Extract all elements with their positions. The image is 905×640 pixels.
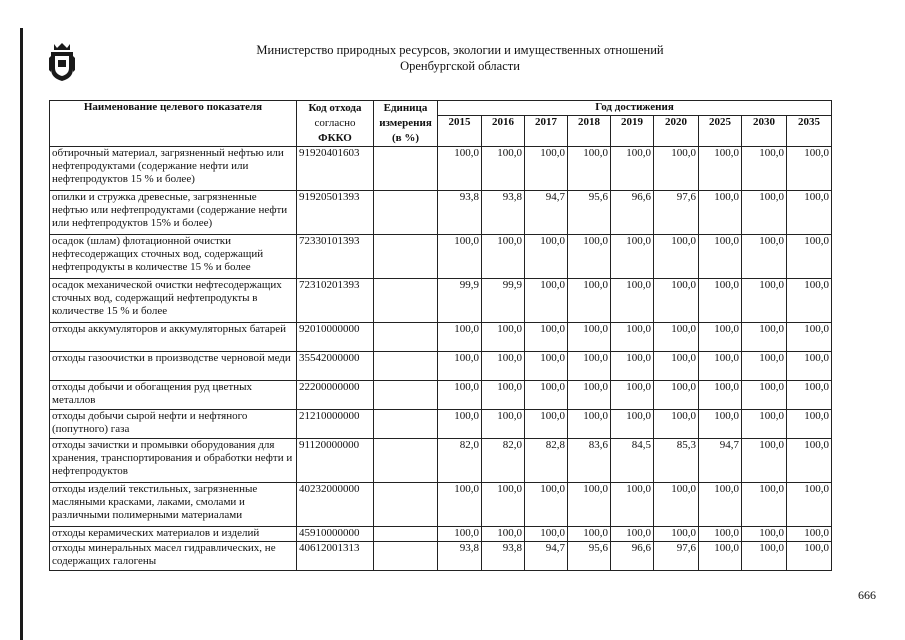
cell-year-value: 100,0: [787, 323, 832, 352]
cell-year-value: 94,7: [699, 439, 742, 483]
cell-year-value: 100,0: [787, 235, 832, 279]
cell-fkko-code: 40612001313: [297, 542, 374, 571]
cell-year-value: 83,6: [568, 439, 611, 483]
cell-year-value: 100,0: [699, 235, 742, 279]
cell-year-value: 100,0: [742, 527, 787, 542]
cell-year-value: 100,0: [742, 352, 787, 381]
cell-year-value: 100,0: [742, 381, 787, 410]
cell-year-value: 100,0: [568, 352, 611, 381]
cell-year-value: 100,0: [438, 323, 482, 352]
cell-year-value: 100,0: [654, 352, 699, 381]
cell-year-value: 100,0: [568, 147, 611, 191]
cell-year-value: 99,9: [482, 279, 525, 323]
cell-year-value: 93,8: [438, 191, 482, 235]
cell-year-value: 96,6: [611, 542, 654, 571]
cell-year-value: 100,0: [787, 483, 832, 527]
cell-year-value: 100,0: [787, 147, 832, 191]
cell-year-value: 95,6: [568, 542, 611, 571]
cell-year-value: 100,0: [482, 235, 525, 279]
cell-year-value: 100,0: [654, 410, 699, 439]
cell-year-value: 100,0: [742, 191, 787, 235]
cell-year-value: 100,0: [654, 381, 699, 410]
cell-year-value: 97,6: [654, 542, 699, 571]
cell-year-value: 100,0: [482, 352, 525, 381]
page-binding-edge: [20, 28, 23, 640]
cell-unit: [374, 352, 438, 381]
cell-year-value: 100,0: [482, 147, 525, 191]
cell-year-value: 100,0: [525, 323, 568, 352]
col-header-code-line3: ФККО: [318, 132, 352, 144]
col-header-year: 2019: [611, 116, 654, 147]
cell-year-value: 100,0: [654, 483, 699, 527]
cell-waste-name: отходы зачистки и промывки оборудования для хранения, транспортирования и обработки нефти и нефтепродуктов: [50, 439, 297, 483]
cell-year-value: 100,0: [699, 542, 742, 571]
cell-year-value: 100,0: [699, 147, 742, 191]
cell-year-value: 100,0: [654, 323, 699, 352]
table-row: [50, 381, 832, 410]
cell-year-value: 100,0: [525, 483, 568, 527]
cell-waste-name: осадок механической очистки нефтесодержащих сточных вод, содержащий нефтепродукты в количестве 15 % и более: [50, 279, 297, 323]
cell-year-value: 100,0: [699, 352, 742, 381]
col-header-code-line1: Код отхода: [308, 102, 362, 114]
cell-waste-name: отходы аккумуляторов и аккумуляторных батарей: [50, 323, 297, 352]
cell-unit: [374, 381, 438, 410]
cell-year-value: 100,0: [654, 527, 699, 542]
page-number: 666: [858, 588, 876, 602]
cell-fkko-code: 91120000000: [297, 439, 374, 483]
cell-year-value: 100,0: [438, 483, 482, 527]
cell-year-value: 100,0: [438, 235, 482, 279]
cell-year-value: 82,8: [525, 439, 568, 483]
col-header-year: 2015: [438, 116, 482, 147]
col-header-name-label: Наименование целевого показателя: [83, 101, 263, 113]
col-header-unit-line1: Единица: [383, 102, 428, 114]
cell-year-value: 100,0: [787, 279, 832, 323]
cell-year-value: 100,0: [482, 323, 525, 352]
cell-year-value: 100,0: [611, 235, 654, 279]
cell-year-value: 97,6: [654, 191, 699, 235]
col-header-code: [297, 101, 374, 147]
cell-year-value: 100,0: [482, 410, 525, 439]
table-row: [50, 279, 832, 323]
cell-fkko-code: 40232000000: [297, 483, 374, 527]
region-name: Оренбургской области: [400, 59, 520, 73]
cell-waste-name: отходы добычи и обогащения руд цветных металлов: [50, 381, 297, 410]
cell-fkko-code: 72330101393: [297, 235, 374, 279]
cell-year-value: 100,0: [654, 235, 699, 279]
cell-year-value: 99,9: [438, 279, 482, 323]
cell-unit: [374, 542, 438, 571]
cell-waste-name: отходы керамических материалов и изделий: [50, 527, 297, 542]
cell-year-value: 100,0: [568, 527, 611, 542]
cell-year-value: 100,0: [568, 323, 611, 352]
col-header-year: 2030: [742, 116, 787, 147]
cell-year-value: 82,0: [438, 439, 482, 483]
table-row: [50, 235, 832, 279]
table-row: [50, 352, 832, 381]
cell-unit: [374, 191, 438, 235]
cell-year-value: 100,0: [438, 381, 482, 410]
col-header-name: [50, 101, 297, 147]
col-header-year: 2035: [787, 116, 832, 147]
table-row: [50, 147, 832, 191]
cell-fkko-code: 22200000000: [297, 381, 374, 410]
cell-year-value: 100,0: [525, 527, 568, 542]
cell-year-value: 100,0: [654, 279, 699, 323]
table-body: [50, 147, 832, 571]
cell-year-value: 100,0: [568, 483, 611, 527]
cell-year-value: 100,0: [787, 381, 832, 410]
col-header-year: 2016: [482, 116, 525, 147]
cell-year-value: 100,0: [482, 483, 525, 527]
cell-year-value: 100,0: [654, 147, 699, 191]
cell-year-value: 100,0: [742, 147, 787, 191]
cell-year-value: 100,0: [699, 323, 742, 352]
cell-year-value: 100,0: [525, 410, 568, 439]
cell-waste-name: отходы изделий текстильных, загрязненные масляными красками, лаками, смолами и различными полимерными материалами: [50, 483, 297, 527]
table-row: [50, 542, 832, 571]
table-header: [50, 101, 832, 147]
cell-year-value: 100,0: [611, 352, 654, 381]
col-header-year: 2025: [699, 116, 742, 147]
table-row: [50, 439, 832, 483]
cell-year-value: 100,0: [787, 542, 832, 571]
col-header-year: 2017: [525, 116, 568, 147]
cell-waste-name: осадок (шлам) флотационной очистки нефтесодержащих сточных вод, содержащий нефтепродукты в количестве 15 % и более: [50, 235, 297, 279]
col-header-unit: [374, 101, 438, 147]
cell-year-value: 93,8: [438, 542, 482, 571]
cell-year-value: 94,7: [525, 191, 568, 235]
cell-year-value: 100,0: [525, 352, 568, 381]
cell-unit: [374, 279, 438, 323]
col-header-year-group: Год достижения: [438, 101, 832, 116]
cell-fkko-code: 45910000000: [297, 527, 374, 542]
cell-year-value: 100,0: [699, 191, 742, 235]
col-header-year: 2020: [654, 116, 699, 147]
cell-year-value: 100,0: [787, 439, 832, 483]
cell-unit: [374, 410, 438, 439]
col-header-code-line2: согласно: [314, 117, 356, 129]
cell-year-value: 100,0: [568, 410, 611, 439]
cell-unit: [374, 527, 438, 542]
cell-year-value: 100,0: [742, 483, 787, 527]
cell-year-value: 100,0: [742, 235, 787, 279]
cell-year-value: 100,0: [742, 439, 787, 483]
table-row: [50, 483, 832, 527]
cell-fkko-code: 21210000000: [297, 410, 374, 439]
cell-year-value: 100,0: [742, 323, 787, 352]
cell-year-value: 100,0: [787, 527, 832, 542]
cell-fkko-code: 91920501393: [297, 191, 374, 235]
cell-year-value: 95,6: [568, 191, 611, 235]
cell-year-value: 93,8: [482, 191, 525, 235]
cell-year-value: 100,0: [742, 542, 787, 571]
cell-year-value: 100,0: [611, 323, 654, 352]
cell-waste-name: отходы добычи сырой нефти и нефтяного (попутного) газа: [50, 410, 297, 439]
cell-unit: [374, 323, 438, 352]
cell-year-value: 100,0: [438, 352, 482, 381]
cell-year-value: 93,8: [482, 542, 525, 571]
cell-unit: [374, 235, 438, 279]
document-header: [250, 42, 670, 74]
cell-year-value: 100,0: [568, 279, 611, 323]
table-row: [50, 410, 832, 439]
cell-fkko-code: 35542000000: [297, 352, 374, 381]
cell-unit: [374, 147, 438, 191]
cell-year-value: 85,3: [654, 439, 699, 483]
cell-year-value: 100,0: [699, 381, 742, 410]
table-row: [50, 323, 832, 352]
col-header-unit-line2: измерения: [379, 117, 432, 129]
cell-year-value: 100,0: [699, 279, 742, 323]
cell-year-value: 100,0: [525, 381, 568, 410]
cell-year-value: 100,0: [611, 483, 654, 527]
cell-waste-name: отходы минеральных масел гидравлических, не содержащих галогены: [50, 542, 297, 571]
cell-year-value: 100,0: [438, 527, 482, 542]
cell-year-value: 96,6: [611, 191, 654, 235]
cell-year-value: 100,0: [525, 279, 568, 323]
waste-target-table: [49, 100, 832, 571]
cell-year-value: 100,0: [699, 527, 742, 542]
cell-waste-name: обтирочный материал, загрязненный нефтью или нефтепродуктами (содержание нефти или нефтепродуктов 15 % и более): [50, 147, 297, 191]
cell-year-value: 100,0: [742, 279, 787, 323]
cell-year-value: 100,0: [611, 381, 654, 410]
cell-year-value: 100,0: [568, 381, 611, 410]
cell-year-value: 100,0: [787, 410, 832, 439]
cell-year-value: 100,0: [525, 147, 568, 191]
cell-year-value: 100,0: [742, 410, 787, 439]
cell-year-value: 100,0: [482, 381, 525, 410]
cell-year-value: 100,0: [525, 235, 568, 279]
cell-unit: [374, 439, 438, 483]
cell-year-value: 100,0: [568, 235, 611, 279]
cell-year-value: 100,0: [611, 527, 654, 542]
cell-year-value: 100,0: [699, 483, 742, 527]
cell-year-value: 94,7: [525, 542, 568, 571]
cell-year-value: 100,0: [611, 279, 654, 323]
cell-fkko-code: 92010000000: [297, 323, 374, 352]
ministry-name: Министерство природных ресурсов, экологии и имущественных отношений: [256, 43, 664, 57]
cell-fkko-code: 72310201393: [297, 279, 374, 323]
cell-year-value: 100,0: [699, 410, 742, 439]
cell-year-value: 100,0: [787, 352, 832, 381]
coat-of-arms-icon: [48, 42, 76, 82]
cell-year-value: 100,0: [787, 191, 832, 235]
cell-year-value: 100,0: [482, 527, 525, 542]
cell-year-value: 84,5: [611, 439, 654, 483]
cell-unit: [374, 483, 438, 527]
cell-year-value: 100,0: [611, 410, 654, 439]
cell-year-value: 82,0: [482, 439, 525, 483]
cell-fkko-code: 91920401603: [297, 147, 374, 191]
col-header-year: 2018: [568, 116, 611, 147]
cell-year-value: 100,0: [438, 410, 482, 439]
col-header-unit-line3: (в %): [391, 132, 420, 144]
cell-year-value: 100,0: [438, 147, 482, 191]
table-row: [50, 527, 832, 542]
cell-year-value: 100,0: [611, 147, 654, 191]
cell-waste-name: опилки и стружка древесные, загрязненные нефтью или нефтепродуктами (содержание нефти или нефтепродуктов 15% и более): [50, 191, 297, 235]
table-row: [50, 191, 832, 235]
cell-waste-name: отходы газоочистки в производстве черновой меди: [50, 352, 297, 381]
